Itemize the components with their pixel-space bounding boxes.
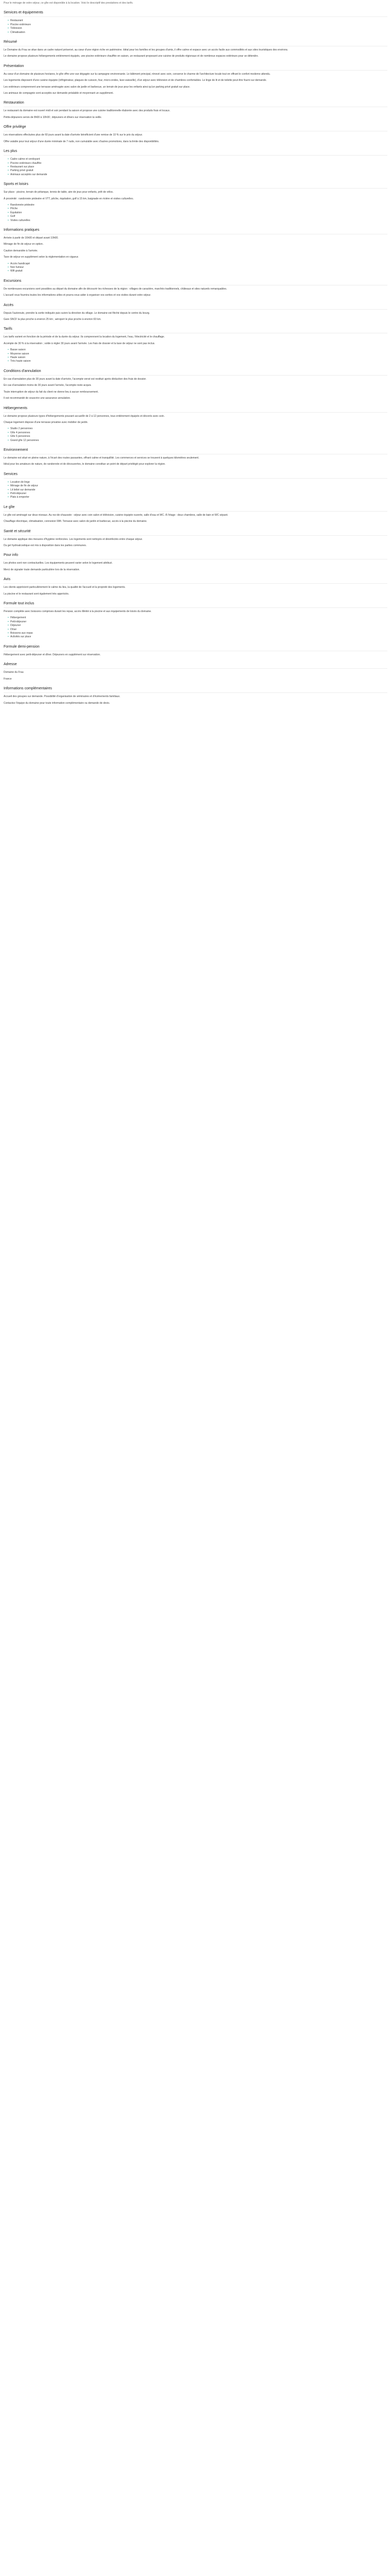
section-title: Informations complémentaires xyxy=(4,686,387,693)
section-paragraph: Le domaine propose plusieurs hébergements entièrement équipés, une piscine extérieure chauffée en saison, un restaurant proposant une cuisine de produits régionaux et de nombreux espaces extérieurs pour se détendre. xyxy=(4,55,259,58)
section-list-item: • Cadre calme et verdoyant xyxy=(8,158,387,161)
sections-container xyxy=(4,40,387,705)
section-list xyxy=(4,262,387,274)
section-title: Résumé xyxy=(4,40,387,46)
content-section xyxy=(4,303,387,322)
section-paragraph: Les photos sont non contractuelles. Les équipements peuvent varier selon le logement attribué. xyxy=(4,562,113,565)
content-section xyxy=(4,553,387,572)
section-paragraph: Acompte de 30 % à la réservation ; solde à régler 30 jours avant l'arrivée. Les frais de dossier et la taxe de séjour ne sont pas inclus. xyxy=(4,342,155,345)
content-section xyxy=(4,228,387,274)
section-paragraph: Merci de signaler toute demande particulière lors de la réservation. xyxy=(4,568,80,571)
content-section xyxy=(4,279,387,298)
section-list-item: • Lit bébé sur demande xyxy=(8,488,387,492)
content-section xyxy=(4,601,387,639)
section-list-item: • Restaurant sur place xyxy=(8,165,387,169)
content-section xyxy=(4,100,387,120)
content-section xyxy=(4,577,387,596)
section-paragraph: À proximité : randonnée pédestre et VTT, pêche, équitation, golf à 15 km, baignade en rivière et visites culturelles. xyxy=(4,197,134,200)
section-list-item: • Plats à emporter xyxy=(8,496,387,499)
section-list-item: • Randonnée pédestre xyxy=(8,204,387,207)
content-section xyxy=(4,662,387,681)
section-list-item: • Haute saison xyxy=(8,356,387,360)
section-paragraph: De nombreuses excursions sont possibles au départ du domaine afin de découvrir les richesses de la région : villages de caractère, marchés traditionnels, châteaux et sites naturels remarquables. xyxy=(4,287,227,291)
content-section xyxy=(4,125,387,144)
service-item: • Restaurant xyxy=(8,19,387,23)
content-section xyxy=(4,448,387,467)
section-title: Offre privilège xyxy=(4,125,387,131)
section-list-item: • Moyenne saison xyxy=(8,352,387,356)
section-paragraph: Ménage de fin de séjour en option. xyxy=(4,243,43,246)
section-paragraph: Les réservations effectuées plus de 60 jours avant la date d'arrivée bénéficient d'une remise de 10 % sur le prix du séjour. xyxy=(4,133,143,137)
section-list xyxy=(4,481,387,500)
section-title: Hébergements xyxy=(4,406,387,413)
section-title: Informations pratiques xyxy=(4,228,387,234)
section-list-item: • Studio 2 personnes xyxy=(8,427,387,431)
section-list-item: • Animaux acceptés sur demande xyxy=(8,173,387,177)
intro-text: Pour le ménage de votre séjour, ce gîte est disponible à la location. Voici le descriptif des prestations et des tarifs. xyxy=(4,2,134,5)
section-list xyxy=(4,348,387,364)
section-paragraph: Domaine du Frau xyxy=(4,671,24,674)
section-paragraph: Chaque logement dispose d'une terrasse privative avec mobilier de jardin. xyxy=(4,420,88,424)
section-list-item: • Non fumeur xyxy=(8,266,387,269)
section-paragraph: Le gîte est aménagé sur deux niveaux. Au rez-de-chaussée : séjour avec coin salon et télévision, cuisine équipée ouverte, salle d'eau et WC. À l'étage : deux chambres, salle de bain et WC séparé. xyxy=(4,513,229,517)
section-list-item: • Basse saison xyxy=(8,348,387,352)
services-title: Services et équipements xyxy=(4,10,387,17)
section-paragraph: Le Domaine du Frau se situe dans un cadre naturel préservé, au cœur d'une région riche en patrimoine. Idéal pour les familles et les groupes d'amis, il offre calme et espace avec un accès facile aux commodités et aux sites touristiques des environs. xyxy=(4,48,288,52)
section-title: Formule tout inclus xyxy=(4,601,387,608)
section-paragraph: Arrivée à partir de 16h00 et départ avant 10h00. xyxy=(4,236,59,240)
section-paragraph: Les extérieurs comprennent une terrasse aménagée avec salon de jardin et barbecue, un terrain de jeux pour les enfants ainsi qu'un parking privé gratuit sur place. xyxy=(4,85,190,89)
content-section xyxy=(4,472,387,500)
section-paragraph: En cas d'annulation moins de 30 jours avant l'arrivée, l'acompte reste acquis. xyxy=(4,384,92,387)
service-item: • Piscine extérieure xyxy=(8,23,387,27)
section-title: Formule demi-pension xyxy=(4,645,387,651)
content-section xyxy=(4,327,387,363)
section-list-item: • Hébergement xyxy=(8,616,387,620)
section-paragraph: Il est recommandé de souscrire une assurance annulation. xyxy=(4,397,71,400)
section-list xyxy=(4,427,387,443)
section-title: Conditions d'annulation xyxy=(4,369,387,376)
section-title: Accès xyxy=(4,303,387,310)
section-paragraph: France xyxy=(4,677,12,681)
page xyxy=(0,0,391,705)
section-paragraph: Gare SNCF la plus proche à environ 25 km ; aéroport le plus proche à environ 60 km. xyxy=(4,318,102,321)
section-paragraph: Sur place : piscine, terrain de pétanque, tennis de table, aire de jeux pour enfants, prêt de vélos. xyxy=(4,191,113,194)
section-list xyxy=(4,204,387,223)
section-title: Les plus xyxy=(4,149,387,156)
section-paragraph: Depuis l'autoroute, prendre la sortie indiquée puis suivre la direction du village. Le domaine est fléché depuis le centre du bourg. xyxy=(4,311,150,315)
section-paragraph: Le domaine propose plusieurs types d'hébergements pouvant accueillir de 2 à 12 personnes, tous entièrement équipés et décorés avec soin. xyxy=(4,414,165,418)
section-list-item: • Très haute saison xyxy=(8,360,387,363)
section-paragraph: Le restaurant du domaine est ouvert midi et soir pendant la saison et propose une cuisine traditionnelle élaborée avec des produits frais et locaux. xyxy=(4,109,170,113)
section-list-item: • Activités sur place xyxy=(8,635,387,639)
content-section xyxy=(4,406,387,443)
section-paragraph: Toute interruption de séjour du fait du client ne donne lieu à aucun remboursement. xyxy=(4,390,99,394)
section-paragraph: Le domaine est situé en pleine nature, à l'écart des routes passantes, offrant calme et tranquillité. Les commerces et services se trouvent à quelques kilomètres seulement. xyxy=(4,456,200,460)
section-title: Restauration xyxy=(4,100,387,107)
section-title: Environnement xyxy=(4,448,387,454)
content-section xyxy=(4,505,387,524)
content-section xyxy=(4,529,387,548)
section-paragraph: Les animaux de compagnie sont acceptés sur demande préalable et moyennant un supplément. xyxy=(4,92,114,95)
section-list-item: • Parking privé gratuit xyxy=(8,169,387,173)
section-paragraph: Accueil des groupes sur demande. Possibilité d'organisation de séminaires et d'événements familiaux. xyxy=(4,695,121,699)
section-paragraph: Les clients apprécient particulièrement le calme du lieu, la qualité de l'accueil et la propreté des logements. xyxy=(4,586,126,589)
section-title: Excursions xyxy=(4,279,387,285)
section-list-item: • Gîte 6 personnes xyxy=(8,435,387,438)
section-paragraph: Caution demandée à l'arrivée. xyxy=(4,249,38,252)
section-paragraph: En cas d'annulation plus de 30 jours avant la date d'arrivée, l'acompte versé est restitué après déduction des frais de dossier. xyxy=(4,377,146,381)
section-list-item: • Location de linge xyxy=(8,481,387,484)
section-paragraph: Les tarifs varient en fonction de la période et de la durée du séjour. Ils comprennent la location du logement, l'eau, l'électricité et le chauffage. xyxy=(4,335,165,339)
service-item: • Télévision xyxy=(8,27,387,30)
section-list-item: • Petit-déjeuner xyxy=(8,492,387,496)
section-paragraph: La piscine et le restaurant sont également très appréciés. xyxy=(4,592,70,596)
section-list-item: • Golf xyxy=(8,215,387,218)
section-paragraph: Pension complète avec boissons comprises durant les repas, accès illimité à la piscine et aux équipements de loisirs du domaine. xyxy=(4,610,152,614)
section-paragraph: Contactez l'équipe du domaine pour toute information complémentaire ou demande de devis. xyxy=(4,701,110,705)
section-title: Services xyxy=(4,472,387,479)
section-paragraph: Les logements disposent d'une cuisine équipée (réfrigérateur, plaques de cuisson, four, micro-ondes, lave-vaisselle), d'un séjour avec télévision et de chambres confortables. Le linge de lit et de toilette peut être fourni sur demande. xyxy=(4,79,267,82)
section-list-item: • Dîner xyxy=(8,628,387,632)
section-title: Le gîte xyxy=(4,505,387,512)
section-paragraph: Le domaine applique des mesures d'hygiène renforcées. Les logements sont nettoyés et désinfectés entre chaque séjour. xyxy=(4,537,143,541)
content-section xyxy=(4,149,387,177)
section-title: Santé et sécurité xyxy=(4,529,387,536)
section-list-item: • Boissons aux repas xyxy=(8,632,387,635)
content-section xyxy=(4,645,387,657)
section-title: Sports et loisirs xyxy=(4,182,387,189)
section-list-item: • Ménage de fin de séjour xyxy=(8,484,387,488)
content-section xyxy=(4,182,387,223)
content-section xyxy=(4,686,387,705)
service-item: • Climatisation xyxy=(8,31,387,35)
content-section xyxy=(4,369,387,401)
section-paragraph: Idéal pour les amateurs de nature, de randonnée et de découvertes, le domaine constitue un point de départ privilégié pour explorer la région. xyxy=(4,463,166,466)
section-paragraph: Hébergement avec petit-déjeuner et dîner. Déjeuners en supplément sur réservation. xyxy=(4,653,101,656)
section-paragraph: Petits-déjeuners servis de 8h00 à 10h00 ; déjeuners et dîners sur réservation la veille. xyxy=(4,115,102,119)
content-section xyxy=(4,64,387,96)
section-list-item: • Piscine extérieure chauffée xyxy=(8,162,387,165)
section-list-item: • Déjeuner xyxy=(8,624,387,628)
section-paragraph: L'accueil vous fournira toutes les informations utiles et pourra vous aider à organiser vos sorties et vos visites durant votre séjour. xyxy=(4,294,151,297)
section-paragraph: Chauffage électrique, climatisation, connexion Wifi. Terrasse avec salon de jardin et barbecue, accès à la piscine du domaine. xyxy=(4,520,148,523)
section-list-item: • Wifi gratuit xyxy=(8,269,387,273)
section-list-item: • Pêche xyxy=(8,207,387,211)
section-list xyxy=(4,616,387,639)
section-title: Tarifs xyxy=(4,327,387,333)
section-list-item: • Gîte 4 personnes xyxy=(8,431,387,435)
section-paragraph: Du gel hydroalcoolique est mis à disposition dans les parties communes. xyxy=(4,544,87,547)
services-list xyxy=(4,19,387,35)
section-list-item: • Petit-déjeuner xyxy=(8,620,387,624)
section-list-item: • Grand gîte 12 personnes xyxy=(8,439,387,443)
section-title: Adresse xyxy=(4,662,387,669)
section-paragraph: Au cœur d'un domaine de plusieurs hectares, le gîte offre une vue dégagée sur la campagne environnante. Le bâtiment principal, rénové avec soin, conserve le charme de l'architecture locale tout en offrant le confort moderne attendu. xyxy=(4,72,271,76)
section-list xyxy=(4,158,387,177)
section-title: Présentation xyxy=(4,64,387,71)
section-title: Avis xyxy=(4,577,387,584)
section-paragraph: Offre valable pour tout séjour d'une durée minimale de 7 nuits, non cumulable avec d'autres promotions, dans la limite des disponibilités. xyxy=(4,140,159,143)
section-list-item: • Visites culturelles xyxy=(8,219,387,223)
section-list-item: • Accès handicapé xyxy=(8,262,387,266)
section-title: Pour info xyxy=(4,553,387,560)
section-list-item: • Équitation xyxy=(8,211,387,215)
content-section xyxy=(4,40,387,59)
section-paragraph: Taxe de séjour en supplément selon la réglementation en vigueur. xyxy=(4,256,79,259)
